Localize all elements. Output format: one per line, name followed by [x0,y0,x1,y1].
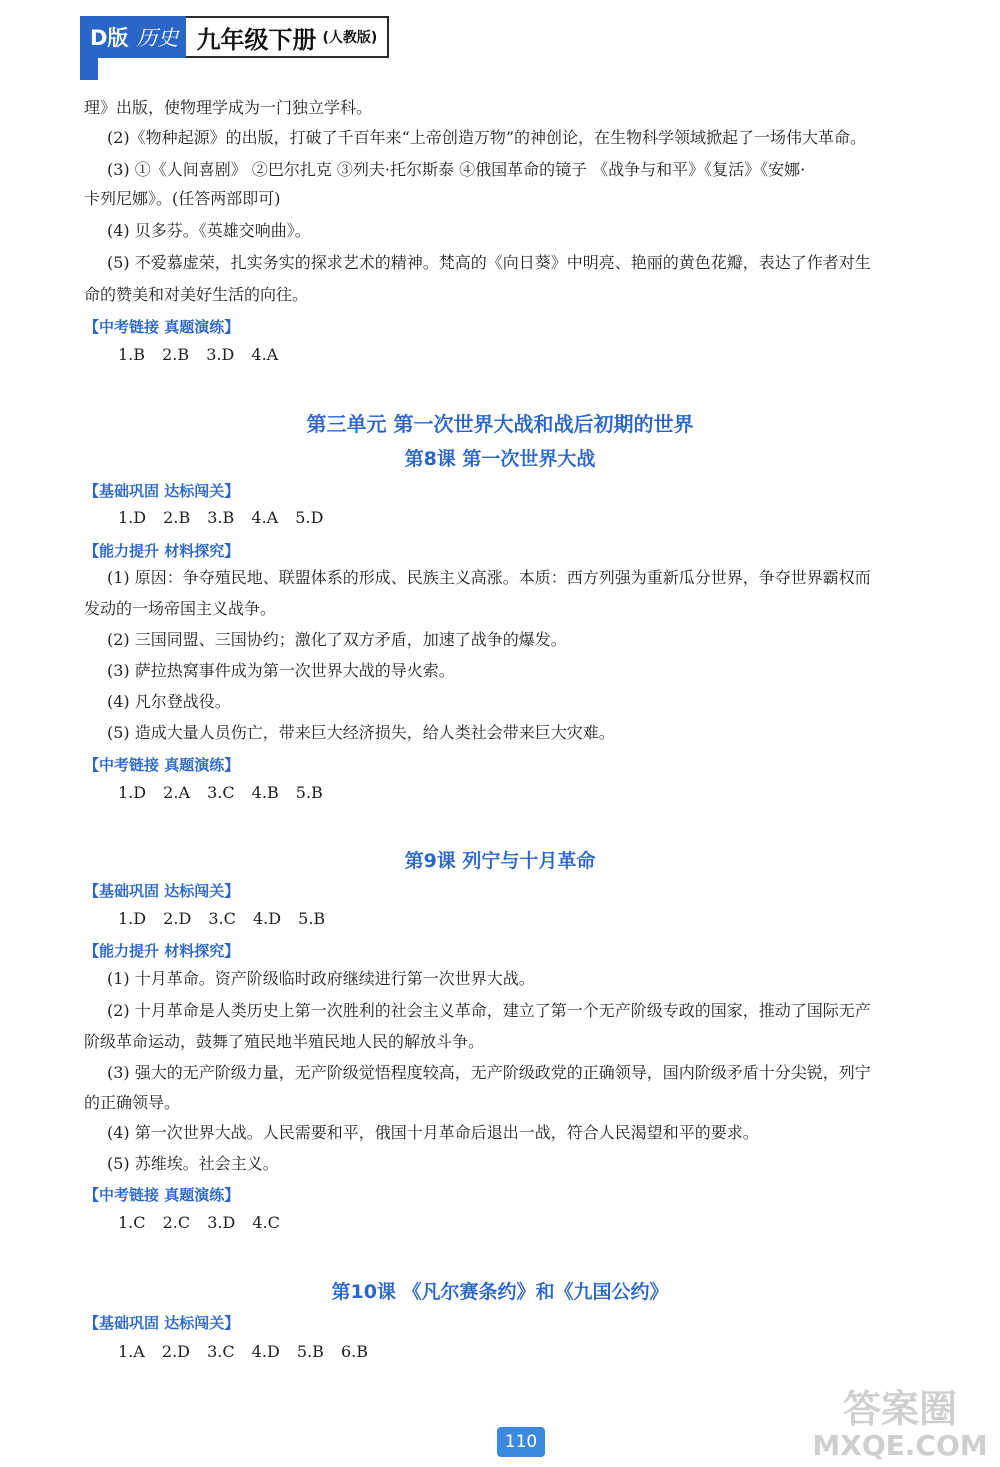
text-line: 卡列尼娜》。(任答两部即可) [84,189,281,208]
answer-line: 1.A 2.D 3.C 4.D 5.B 6.B [118,1342,368,1361]
text-line: 的正确领导。 [84,1093,181,1112]
section-tag: 【能力提升 材料探究】 [84,942,240,960]
watermark [810,1378,990,1462]
section-tag: 【基础巩固 达标闯关】 [84,482,240,500]
text-line: (5) 造成大量人员伤亡，带来巨大经济损失，给人类社会带来巨大灾难。 [107,723,615,742]
section-tag: 【基础巩固 达标闯关】 [84,1314,240,1332]
text-line: 理》出版，使物理学成为一门独立学科。 [84,98,373,117]
answer-line: 1.D 2.B 3.B 4.A 5.D [118,508,324,527]
text-line: (3) ①《人间喜剧》 ②巴尔扎克 ③列夫·托尔斯泰 ④俄国革命的镜子 《战争与和平》《复活》《安娜· [107,160,806,179]
page-number: 110 [497,1427,545,1457]
text-line: (5) 不爱慕虚荣，扎实务实的探求艺术的精神。梵高的《向日葵》中明亮、艳丽的黄色花瓣，表达了作者对生 [107,253,871,272]
answer-line: 1.B 2.B 3.D 4.A [118,345,279,364]
edition-badge [80,16,186,58]
page-header [80,16,389,58]
text-line: (3) 强大的无产阶级力量，无产阶级觉悟程度较高，无产阶级政党的正确领导，国内阶级矛盾十分尖锐，列宁 [107,1063,871,1082]
answer-line: 1.D 2.D 3.C 4.D 5.B [118,909,326,928]
text-line: (5) 苏维埃。社会主义。 [107,1154,279,1173]
grade-title [186,16,389,58]
watermark-line1: 答案圈 [842,1387,957,1431]
text-line: 发动的一场帝国主义战争。 [84,599,277,618]
edition-label: D版 [90,26,129,50]
unit-title: 第三单元 第一次世界大战和战后初期的世界 [306,412,694,436]
text-line: (2)《物种起源》的出版，打破了千百年来“上帝创造万物”的神创论，在生物科学领域掀起了一场伟大革命。 [107,128,867,147]
text-line: (2) 十月革命是人类历史上第一次胜利的社会主义革命，建立了第一个无产阶级专政的国家，推动了国际无产 [107,1001,871,1020]
section-tag: 【中考链接 真题演练】 [84,318,240,336]
text-line: (1) 原因：争夺殖民地、联盟体系的形成、民族主义高涨。本质：西方列强为重新瓜分世界，争夺世界霸权而 [107,568,871,587]
text-line: (4) 贝多芬。《英雄交响曲》。 [107,221,311,240]
watermark-line2: MXQE.COM [812,1429,988,1462]
answer-line: 1.D 2.A 3.C 4.B 5.B [118,783,323,802]
lesson-title: 第8课 第一次世界大战 [404,448,596,470]
text-line: (3) 萨拉热窝事件成为第一次世界大战的导火索。 [107,661,455,680]
section-tag: 【中考链接 真题演练】 [84,756,240,774]
text-line: (1) 十月革命。资产阶级临时政府继续进行第一次世界大战。 [107,969,535,988]
header-tab-decoration [80,58,98,80]
subject-label: 历史 [136,26,179,50]
publisher-label: (人教版) [322,30,378,46]
answer-line: 1.C 2.C 3.D 4.C [118,1213,280,1232]
section-tag: 【能力提升 材料探究】 [84,542,240,560]
section-tag: 【基础巩固 达标闯关】 [84,882,240,900]
grade-label: 九年级下册 [196,25,317,54]
lesson-title: 第10课 《凡尔赛条约》和《九国公约》 [331,1281,669,1303]
lesson-title: 第9课 列宁与十月革命 [404,850,596,872]
text-line: 命的赞美和对美好生活的向往。 [84,285,309,304]
text-line: (4) 第一次世界大战。人民需要和平，俄国十月革命后退出一战，符合人民渴望和平的要求。 [107,1123,759,1142]
section-tag: 【中考链接 真题演练】 [84,1186,240,1204]
text-line: (2) 三国同盟、三国协约；激化了双方矛盾，加速了战争的爆发。 [107,630,567,649]
text-line: (4) 凡尔登战役。 [107,692,231,711]
text-line: 阶级革命运动，鼓舞了殖民地半殖民地人民的解放斗争。 [84,1032,485,1051]
